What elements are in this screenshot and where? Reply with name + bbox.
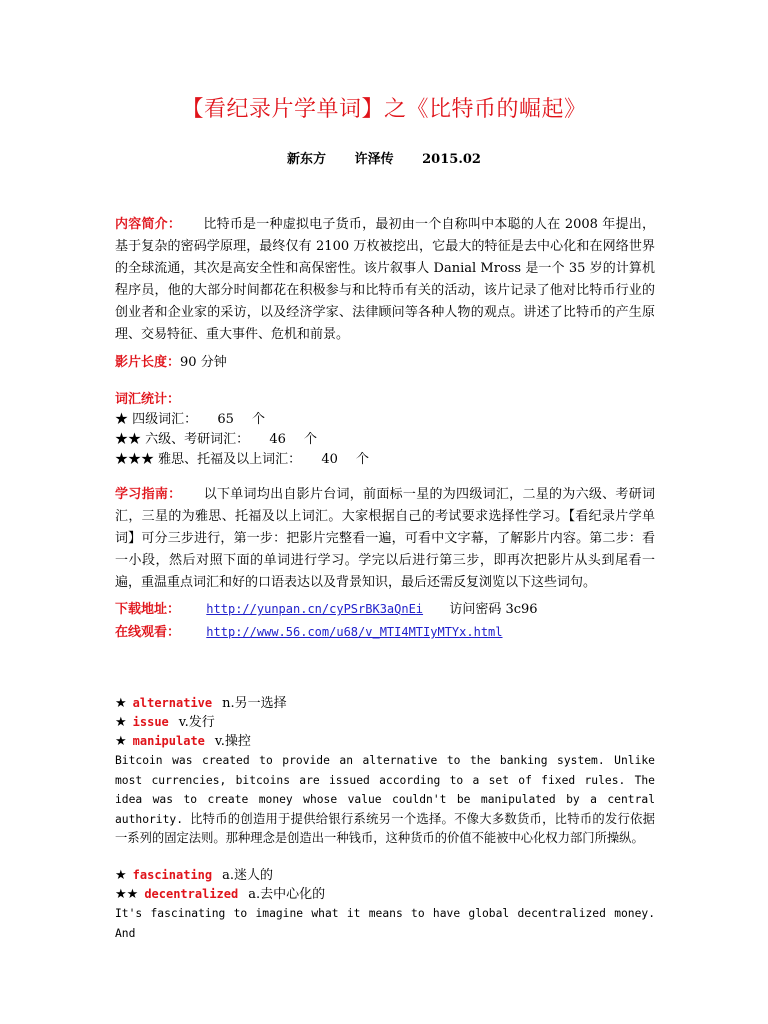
intro-section (115, 214, 655, 346)
star-rating: ★ (115, 734, 127, 749)
vocab-group-1 (115, 694, 655, 849)
star-rating: ★ (115, 715, 127, 730)
stat-unit: 个 (304, 432, 318, 447)
vocab-word: issue (132, 715, 169, 729)
online-link[interactable]: http://www.56.com/u68/v_MTI4MTIyMTYx.html (206, 625, 503, 639)
star-rating: ★ (115, 412, 129, 427)
intro-label: 内容简介： (115, 217, 182, 232)
download-label: 下载地址： (115, 602, 181, 617)
vocab-word: manipulate (132, 734, 205, 748)
stats-label: 词汇统计： (115, 392, 181, 407)
star-rating: ★★ (115, 432, 142, 447)
star-rating: ★ (115, 696, 127, 711)
byline-author: 许泽传 (354, 152, 394, 167)
stat-unit: 个 (356, 452, 370, 467)
vocab-meaning: a.去中心化的 (248, 887, 326, 902)
stats-section (115, 390, 655, 470)
download-password: 访问密码 3c96 (449, 602, 538, 617)
star-rating: ★★★ (115, 452, 155, 467)
example-english: It's fascinating to imagine what it means to have global decentralized money. And (115, 907, 655, 940)
stat-count: 65 (217, 412, 234, 427)
download-link[interactable]: http://yunpan.cn/cyPSrBK3aQnEi (206, 602, 424, 616)
example-chinese: 比特币的创造用于提供给银行系统另一个选择。不像大多数货币，比特币的发行依据一系列的固定法则。那种理念是创造出一种钱币，这种货币的价值不能被中心化权力部门所操纵。 (115, 811, 655, 845)
example-sentence (115, 751, 655, 849)
stat-unit: 个 (252, 412, 266, 427)
vocab-meaning: n.另一选择 (222, 696, 287, 711)
guide-section (115, 484, 655, 594)
star-rating: ★ (115, 868, 127, 883)
duration-label: 影片长度： (115, 355, 181, 370)
vocab-entry (115, 732, 655, 751)
stat-count: 40 (321, 452, 338, 467)
stat-name: 四级词汇： (132, 412, 198, 427)
stat-name: 六级、考研词汇： (145, 432, 250, 447)
vocab-entry (115, 866, 655, 885)
links-section (115, 598, 655, 644)
vocab-entry (115, 885, 655, 904)
star-rating: ★★ (115, 887, 139, 902)
duration-value: 90 分钟 (180, 355, 227, 370)
vocab-group-2 (115, 866, 655, 943)
online-label: 在线观看： (115, 625, 181, 640)
stat-item-ielts (115, 450, 655, 470)
intro-text: 比特币是一种虚拟电子货币，最初由一个自称叫中本聪的人在 2008 年提出，基于复杂的密码学原理，最终仅有 2100 万枚被挖出，它最大的特征是去中心化和在网络世界的全球流通，其次是高安全性和高保密性。该片叙事人 Danial Mross 是一个 35 岁的计算机程序员，他的大部分时间都花在积极参与和比特币有关的活动，该片记录了他对比特币行业的创业者和企业家的采访，以及经济学家、法律顾问等各种人物的观点。讲述了比特币的产生原理、交易特征、重大事件、危机和前景。 (115, 217, 655, 342)
page-title: 【看纪录片学单词】之《比特币的崛起》 (181, 97, 587, 122)
vocab-entry (115, 713, 655, 732)
example-english: Bitcoin was created to provide an alternative to the banking system. Unlike most currencies, bitcoins are issued according to a set of fixed rules. The idea was to create money whose value couldn't be manipulated by a central authority. (115, 754, 655, 826)
duration-section (115, 352, 655, 374)
vocab-entry (115, 694, 655, 713)
byline-date: 2015.02 (422, 152, 481, 167)
online-row (115, 621, 655, 644)
stat-item-cet4 (115, 410, 655, 430)
stat-name: 雅思、托福及以上词汇： (158, 452, 302, 467)
vocab-word: fascinating (132, 868, 213, 882)
stat-item-cet6 (115, 430, 655, 450)
vocab-word: decentralized (144, 887, 239, 901)
vocab-meaning: a.迷人的 (222, 868, 274, 883)
stat-count: 46 (269, 432, 286, 447)
vocab-word: alternative (132, 696, 213, 710)
example-sentence (115, 904, 655, 943)
byline (0, 148, 768, 167)
guide-text: 以下单词均出自影片台词，前面标一星的为四级词汇，二星的为六级、考研词汇，三星的为雅思、托福及以上词汇。大家根据自己的考试要求选择性学习。【看纪录片学单词】可分三步进行，第一步：把影片完整看一遍，可看中文字幕，了解影片内容。第二步：看一小段，然后对照下面的单词进行学习。学完以后进行第三步，即再次把影片从头到尾看一遍，重温重点词汇和好的口语表达以及背景知识，最后还需反复浏览以下这些词句。 (115, 487, 655, 590)
vocab-meaning: v.操控 (214, 734, 251, 749)
vocab-meaning: v.发行 (178, 715, 215, 730)
download-row (115, 598, 655, 621)
guide-label: 学习指南： (115, 487, 182, 502)
byline-source: 新东方 (287, 152, 327, 167)
